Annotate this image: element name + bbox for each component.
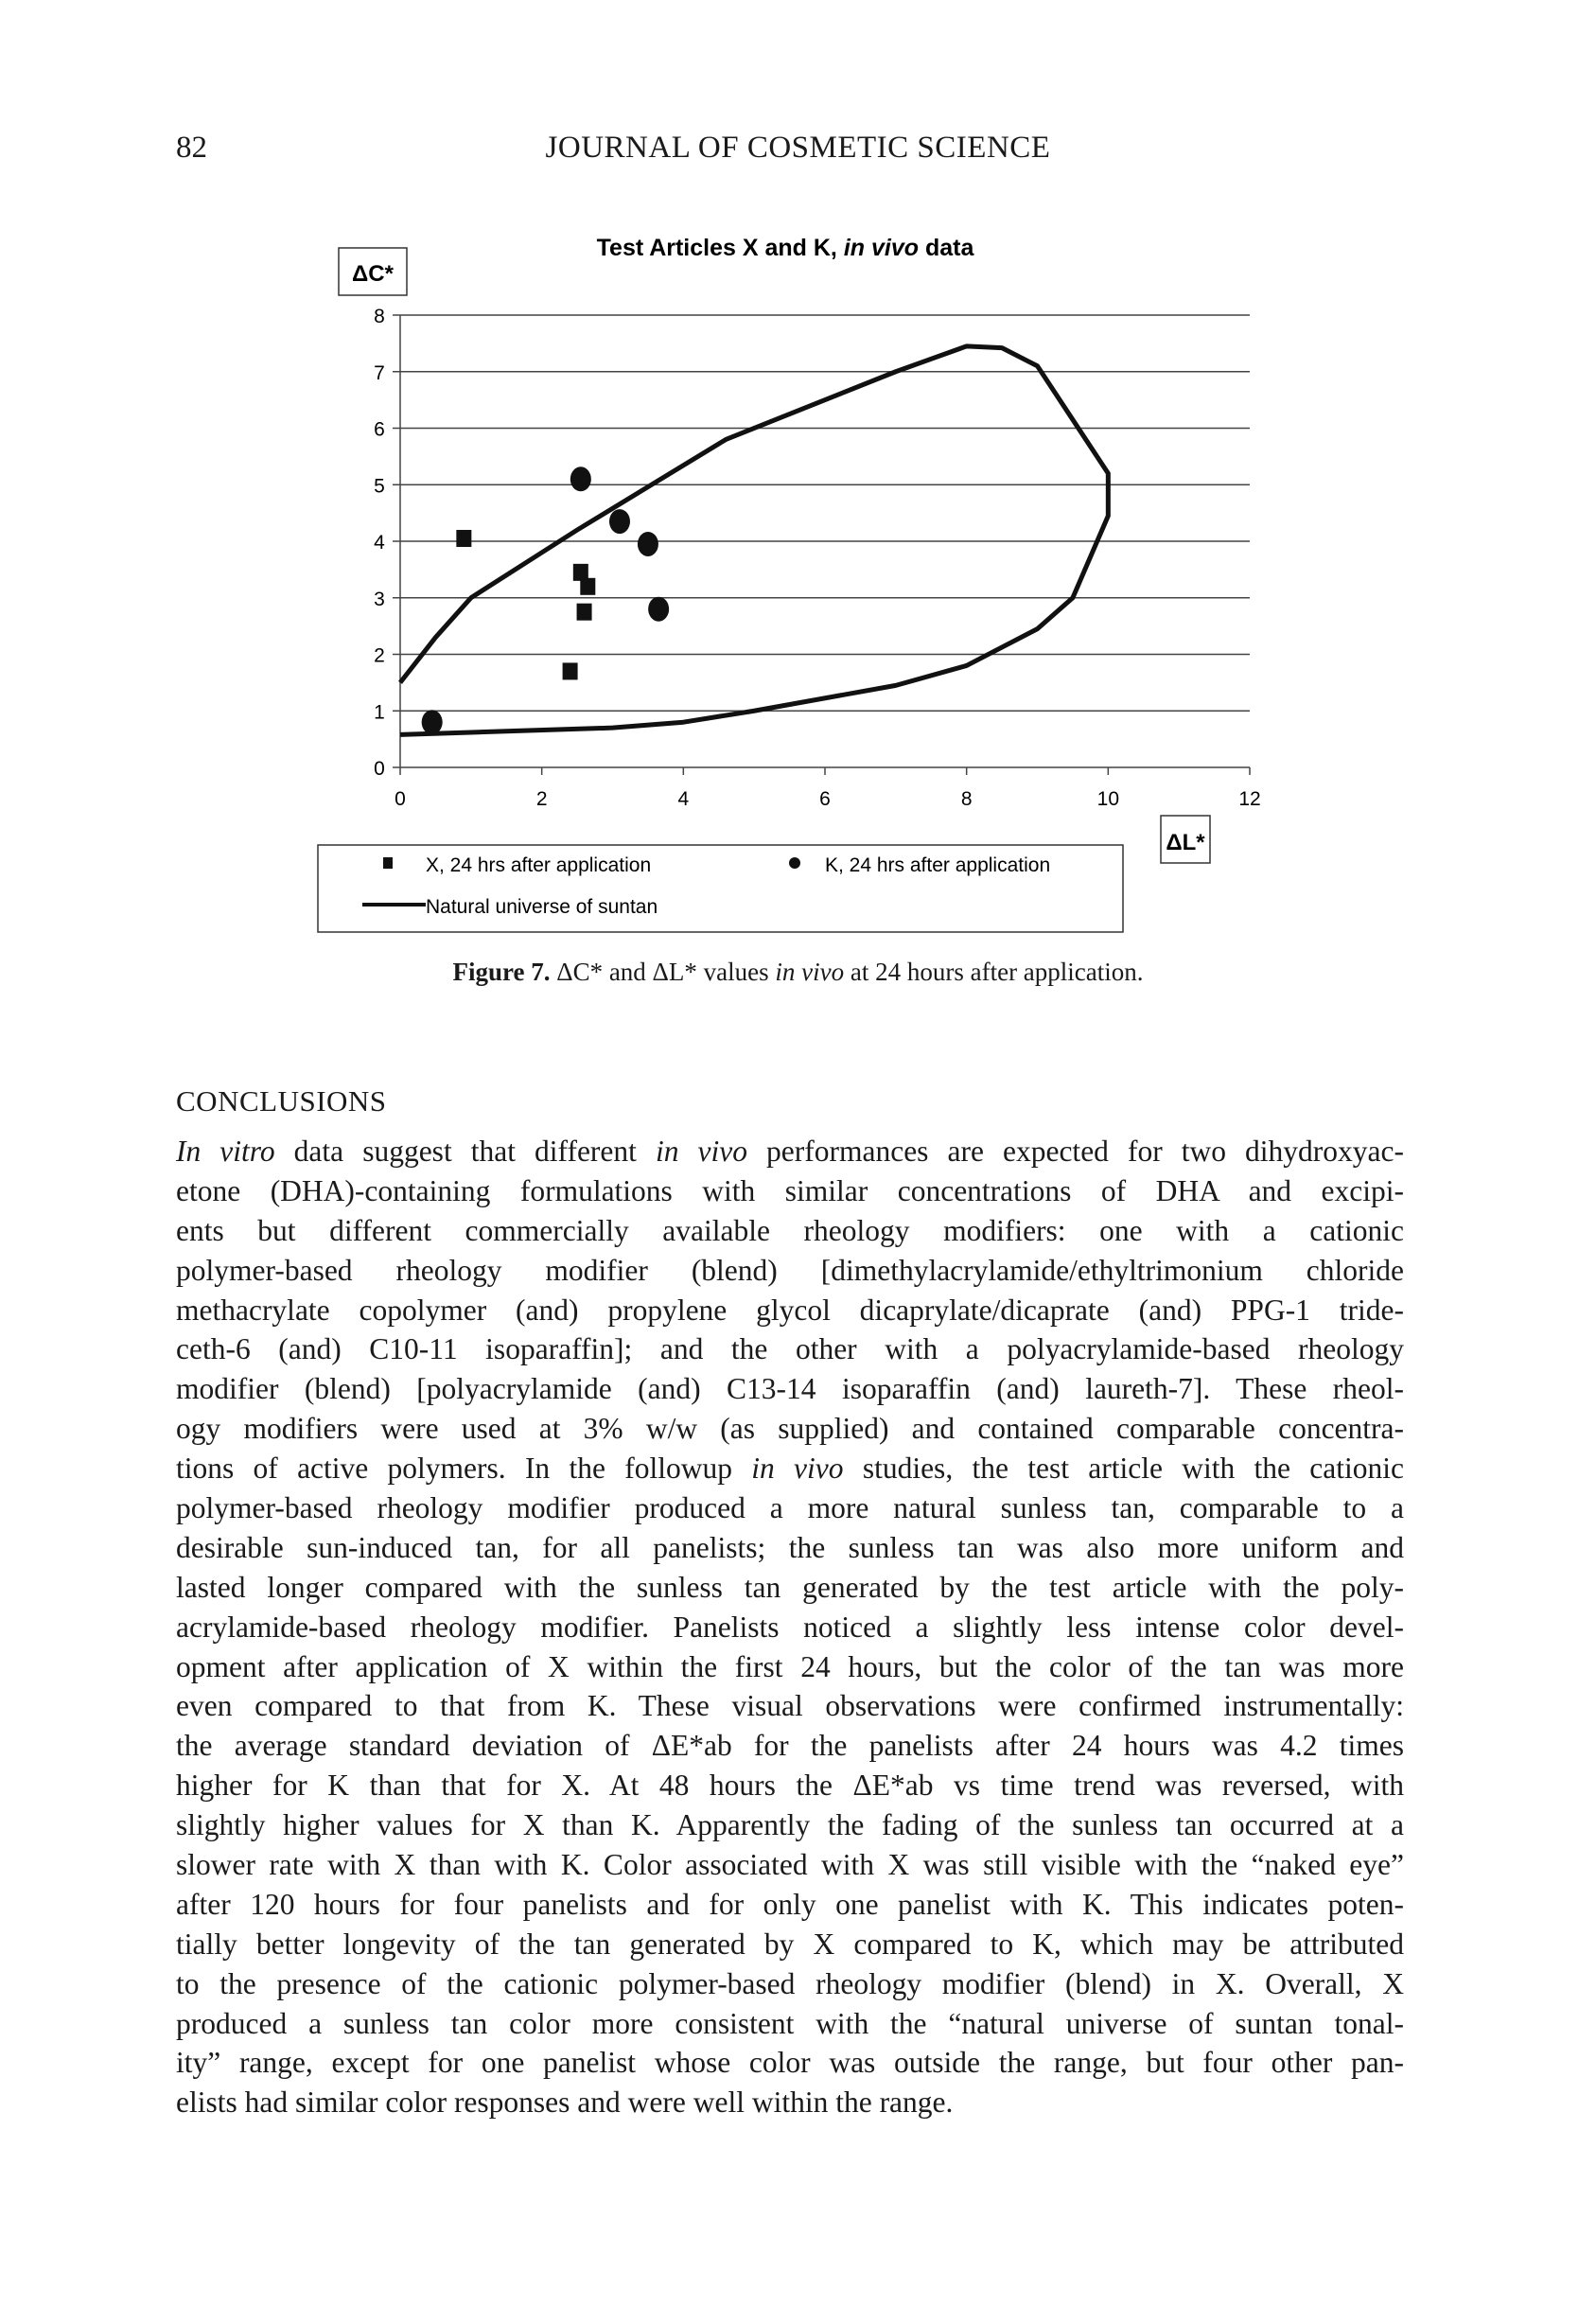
x-tick-label: 2 — [535, 788, 548, 810]
body-line: the average standard deviation of ΔE*ab for the panelists after 24 hours was 4.2 times — [176, 1729, 1404, 1763]
k-data-point — [638, 532, 658, 556]
natural-suntan-curve — [400, 346, 1108, 734]
x-tick-label: 0 — [395, 788, 406, 810]
body-text — [176, 1132, 1404, 2122]
body-line: after 120 hours for four panelists and for only one panelist with K. This indicates poten- — [176, 1887, 1404, 1921]
body-line: lasted longer compared with the sunless tan generated by the test article with the poly- — [176, 1570, 1404, 1604]
x-data-point — [456, 530, 471, 547]
caption-text-end: at 24 hours after application. — [844, 958, 1144, 986]
y-axis-label: ΔC* — [352, 261, 394, 287]
chart-title-part: in vivo — [843, 235, 920, 261]
k-data-point — [422, 710, 443, 734]
caption-label: Figure 7. — [452, 958, 551, 986]
journal-title: JOURNAL OF COSMETIC SCIENCE — [545, 131, 1051, 165]
x-data-point — [577, 604, 592, 621]
x-data-point — [563, 662, 578, 679]
k-data-point — [648, 597, 669, 622]
k-data-point — [570, 466, 591, 491]
body-line: slightly higher values for X than K. Apparently the fading of the sunless tan occurred at a — [176, 1808, 1404, 1842]
y-tick-label: 4 — [374, 532, 385, 554]
body-line: slower rate with X than with K. Color associated with X was still visible with the “naked eye” — [176, 1848, 1404, 1882]
figure-caption — [0, 958, 1596, 987]
body-line: ents but different commercially available rheology modifiers: one with a cationic — [176, 1213, 1404, 1247]
y-tick-label: 2 — [374, 644, 385, 667]
legend-circle-marker — [789, 857, 800, 869]
k-data-point — [609, 509, 630, 534]
body-line: tions of active polymers. In the followup in vivo studies, the test article with the cationic — [176, 1452, 1404, 1486]
legend-curve: Natural universe of suntan — [426, 896, 658, 918]
body-line: polymer-based rheology modifier (blend) [dimethylacrylamide/ethyltrimonium chloride — [176, 1253, 1404, 1287]
body-line: even compared to that from K. These visual observations were confirmed instrumentally: — [176, 1689, 1404, 1723]
chart-title-part: data — [919, 235, 974, 261]
body-line: to the presence of the cationic polymer-based rheology modifier (blend) in X. Overall, X — [176, 1966, 1404, 2000]
body-line: desirable sun-induced tan, for all panelists; the sunless tan was also more uniform and — [176, 1530, 1404, 1564]
chart-title-part: Test Articles X and K, — [596, 235, 844, 261]
body-line: polymer-based rheology modifier produced a more natural sunless tan, comparable to a — [176, 1491, 1404, 1525]
y-tick-label: 5 — [374, 475, 385, 498]
x-tick-label: 6 — [819, 788, 831, 810]
body-line: methacrylate copolymer (and) propylene glycol dicaprylate/dicaprate (and) PPG-1 tride- — [176, 1293, 1404, 1327]
x-tick-label: 10 — [1096, 788, 1120, 810]
body-line: elists had similar color responses and were well within the range. — [176, 2086, 954, 2120]
body-line: acrylamide-based rheology modifier. Panelists noticed a slightly less intense color devel- — [176, 1610, 1404, 1644]
x-tick-label: 8 — [960, 788, 973, 810]
section-heading: CONCLUSIONS — [176, 1084, 387, 1118]
y-tick-label: 6 — [374, 418, 385, 441]
body-line: ceth-6 (and) C10-11 isoparaffin]; and the other with a polyacrylamide-based rheology — [176, 1332, 1404, 1366]
y-tick-label: 3 — [374, 588, 385, 610]
y-tick-label: 8 — [374, 306, 385, 327]
chart-title — [597, 235, 975, 261]
caption-italic: in vivo — [775, 958, 845, 986]
legend-x: X, 24 hrs after application — [426, 854, 652, 876]
x-tick-label: 4 — [677, 788, 690, 810]
body-line: tially better longevity of the tan generated by X compared to K, which may be attributed — [176, 1927, 1404, 1961]
x-axis-label: ΔL* — [1166, 830, 1205, 855]
y-tick-label: 0 — [374, 758, 385, 780]
y-tick-label: 1 — [374, 701, 385, 724]
x-tick-label: 12 — [1238, 788, 1261, 810]
body-line: ogy modifiers were used at 3% w/w (as supplied) and contained comparable concentra- — [176, 1412, 1404, 1446]
body-line: etone (DHA)-containing formulations with similar concentrations of DHA and excipi- — [176, 1173, 1404, 1207]
body-line: higher for K than that for X. At 48 hours the ΔE*ab vs time trend was reversed, with — [176, 1769, 1404, 1803]
body-line: modifier (blend) [polyacrylamide (and) C13-14 isoparaffin (and) laureth-7]. These rheol- — [176, 1372, 1404, 1406]
scatter-chart — [0, 0, 1596, 956]
body-line: ity” range, except for one panelist whose color was outside the range, but four other pan- — [176, 2046, 1404, 2080]
legend-square-marker — [383, 857, 393, 869]
body-line: produced a sunless tan color more consistent with the “natural universe of suntan tonal- — [176, 2006, 1404, 2040]
body-line: In vitro data suggest that different in vivo performances are expected for two dihydroxyac- — [176, 1135, 1404, 1168]
page-number: 82 — [176, 131, 207, 165]
y-tick-label: 7 — [374, 361, 385, 384]
caption-text: ΔC* and ΔL* values — [550, 958, 776, 986]
legend-k: K, 24 hrs after application — [825, 854, 1051, 876]
body-line: opment after application of X within the first 24 hours, but the color of the tan was more — [176, 1649, 1404, 1683]
x-data-point — [580, 578, 595, 595]
